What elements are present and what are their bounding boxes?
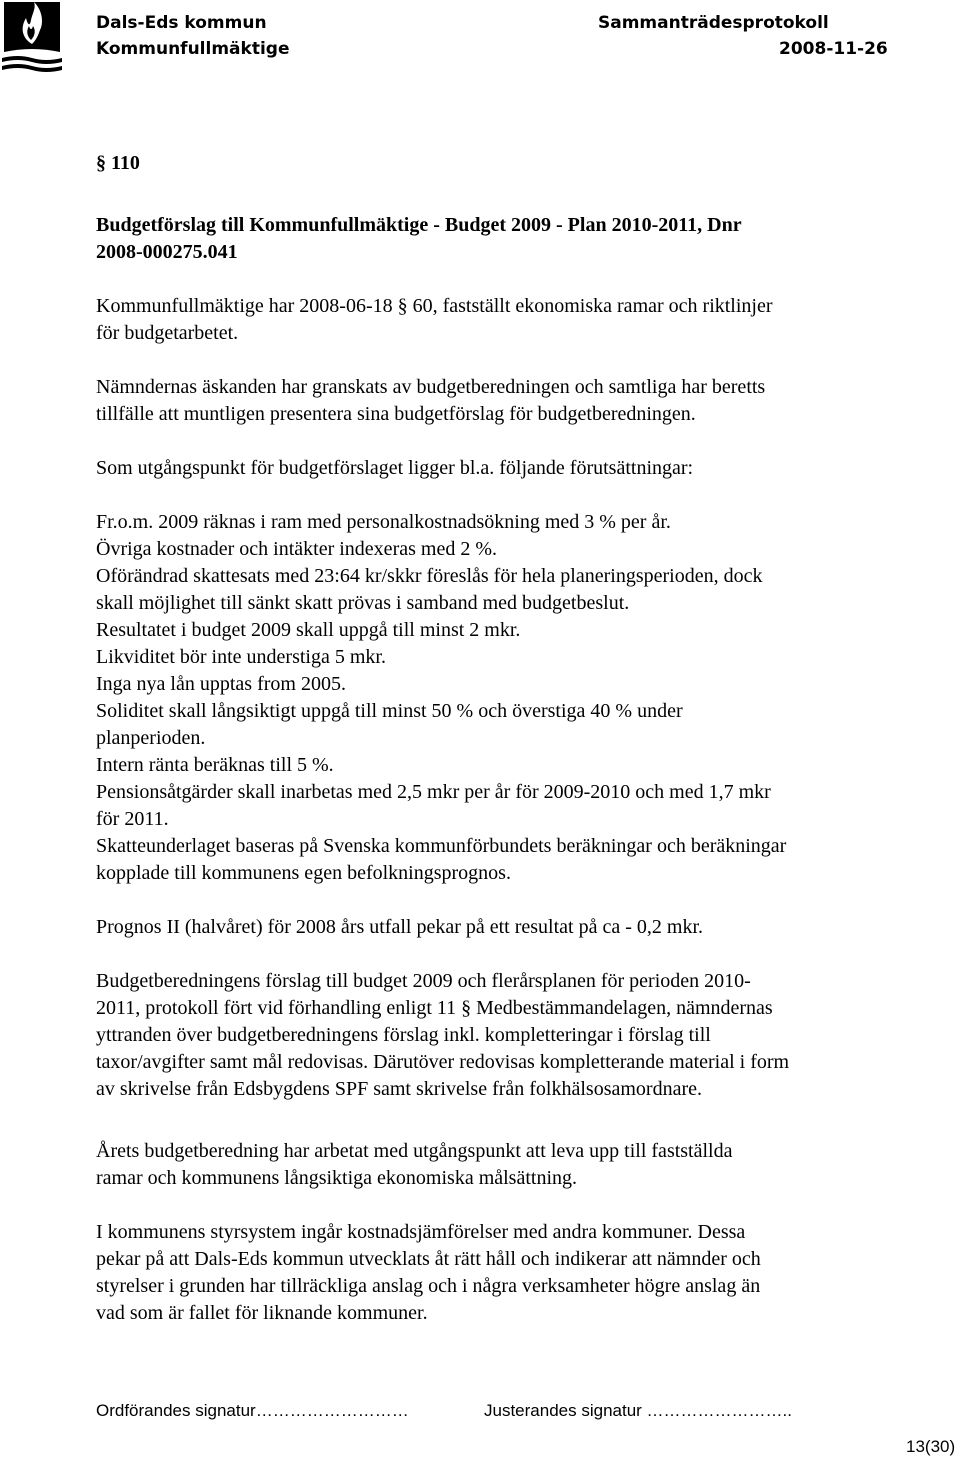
meeting-date: 2008-11-26	[779, 39, 888, 59]
p5-line1: Budgetberedningens förslag till budget 2009 och flerårsplanen för perioden 2010-	[96, 970, 751, 992]
p2-line1: Nämndernas äskanden har granskats av budgetberedningen och samtliga har beretts	[96, 376, 766, 398]
p7-line2: pekar på att Dals-Eds kommun utvecklats åt rätt håll och indikerar att nämnder och	[96, 1248, 761, 1270]
section-title-line2: 2008-000275.041	[96, 241, 238, 263]
p7-line4: vad som är fallet för liknande kommuner.	[96, 1302, 428, 1324]
condition-2: Övriga kostnader och intäkter indexeras med 2 %.	[96, 538, 497, 560]
p2-line2: tillfälle att muntligen presentera sina budgetförslag för budgetberedningen.	[96, 403, 696, 425]
p5-line2: 2011, protokoll fört vid förhandling enligt 11 § Medbestämmandelagen, nämndernas	[96, 997, 773, 1019]
condition-1: Fr.o.m. 2009 räknas i ram med personalkostnadsökning med 3 % per år.	[96, 511, 671, 533]
condition-6: Inga nya lån upptas from 2005.	[96, 673, 346, 695]
paragraph-number: § 110	[96, 152, 140, 174]
p5-line5: av skrivelse från Edsbygdens SPF samt skrivelse från folkhälsosamordnare.	[96, 1078, 702, 1100]
condition-7-line1: Soliditet skall långsiktigt uppgå till minst 50 % och överstiga 40 % under	[96, 700, 683, 722]
intro-line2: för budgetarbetet.	[96, 322, 239, 344]
condition-7-line2: planperioden.	[96, 727, 206, 749]
condition-10-line1: Skatteunderlaget baseras på Svenska kommunförbundets beräkningar och beräkningar	[96, 835, 787, 857]
municipal-flame-logo-icon	[0, 0, 64, 78]
condition-10-line2: kopplade till kommunens egen befolkningsprognos.	[96, 862, 511, 884]
p5-line4: taxor/avgifter samt mål redovisas. Därutöver redovisas kompletterande material i form	[96, 1051, 790, 1073]
body-name: Kommunfullmäktige	[96, 39, 290, 59]
p6-line1: Årets budgetberedning har arbetat med utgångspunkt att leva upp till fastställda	[96, 1140, 733, 1162]
p4-line1: Prognos II (halvåret) för 2008 års utfall pekar på ett resultat på ca - 0,2 mkr.	[96, 916, 704, 938]
page-number: 13(30)	[906, 1437, 956, 1456]
condition-3-line2: skall möjlighet till sänkt skatt prövas i samband med budgetbeslut.	[96, 592, 630, 614]
p5-line3: yttranden över budgetberedningens förslag inkl. kompletteringar i förslag till	[96, 1024, 711, 1046]
org-name: Dals-Eds kommun	[96, 13, 267, 33]
doc-type: Sammanträdesprotokoll	[598, 13, 829, 33]
adjuster-signature: Justerandes signatur ……………………..	[484, 1401, 792, 1420]
p6-line2: ramar och kommunens långsiktiga ekonomiska målsättning.	[96, 1167, 578, 1189]
p3-line1: Som utgångspunkt för budgetförslaget ligger bl.a. följande förutsättningar:	[96, 457, 694, 479]
condition-8: Intern ränta beräknas till 5 %.	[96, 754, 334, 776]
condition-5: Likviditet bör inte understiga 5 mkr.	[96, 646, 386, 668]
intro-line1: Kommunfullmäktige har 2008-06-18 § 60, fastställt ekonomiska ramar och riktlinjer	[96, 295, 773, 317]
p7-line3: styrelser i grunden har tillräckliga anslag och i några verksamheter högre anslag än	[96, 1275, 761, 1297]
condition-4: Resultatet i budget 2009 skall uppgå till minst 2 mkr.	[96, 619, 521, 641]
condition-9-line1: Pensionsåtgärder skall inarbetas med 2,5 mkr per år för 2009-2010 och med 1,7 mkr	[96, 781, 771, 803]
condition-9-line2: för 2011.	[96, 808, 169, 830]
section-title-line1: Budgetförslag till Kommunfullmäktige - Budget 2009 - Plan 2010-2011, Dnr	[96, 214, 742, 236]
p7-line1: I kommunens styrsystem ingår kostnadsjämförelser med andra kommuner. Dessa	[96, 1221, 746, 1243]
chair-signature: Ordförandes signatur………………………	[96, 1401, 409, 1420]
condition-3-line1: Oförändrad skattesats med 23:64 kr/skkr föreslås för hela planeringsperioden, dock	[96, 565, 763, 587]
